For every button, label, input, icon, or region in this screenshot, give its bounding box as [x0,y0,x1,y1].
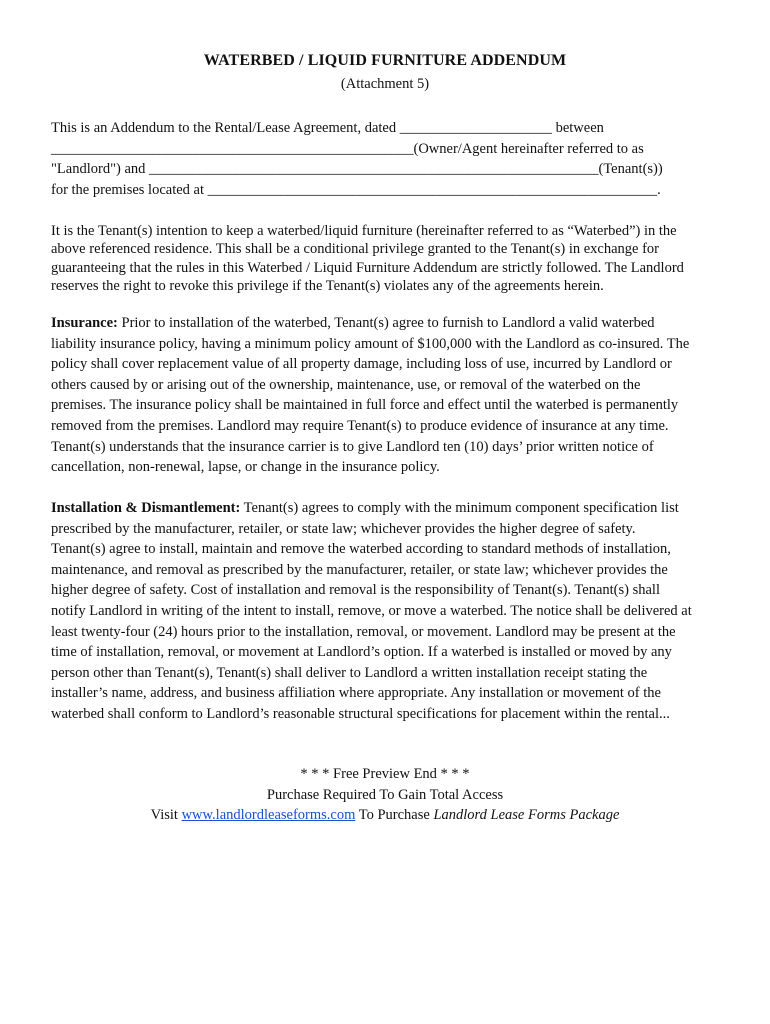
intent-line: It is the Tenant(s) intention to keep a waterbed/liquid furniture (hereinafter referred to as “Waterbed”) in the [51,223,677,239]
document-subtitle: (Attachment 5) [340,76,430,92]
installation-first-line [51,498,721,519]
installation-line: maintenance, and removal as prescribed by the manufacturer, retailer, or state law; whichever provides the [51,561,668,578]
insurance-line: removed from the premises. Landlord may require Tenant(s) to produce evidence of insurance at any time. [51,417,669,434]
installation-line: Tenant(s) agree to install, maintain and remove the waterbed according to standard methods of installation, [51,541,671,558]
insurance-section [51,313,721,478]
package-name: Landlord Lease Forms Package [433,807,620,823]
preview-end-text: * * * Free Preview End * * * [300,766,470,782]
insurance-line: premises. The insurance policy shall be maintained in full force and effect until the waterbed is permanently [51,397,679,414]
installation-line: installer’s name, address, and business affiliation where appropriate. Any installation or movement of the [51,685,661,702]
visit-middle: To Purchase [355,807,434,823]
insurance-line: liability insurance policy, having a minimum policy amount of $100,000 with the Landlord as co-insured. The [51,335,690,352]
visit-prefix: Visit [150,807,182,823]
purchase-required-text: Purchase Required To Gain Total Access [266,787,504,803]
installation-heading: Installation & Dismantlement: [51,500,241,516]
installation-line: notify Landlord in writing of the intent to install, remove, or move a waterbed. The notice shall be delivered at [51,602,692,619]
insurance-heading: Insurance: [51,315,118,331]
intent-paragraph [51,222,721,295]
insurance-line: policy shall cover replacement value of all property damage, including loss of use, incurred by Landlord or [51,356,672,373]
intent-line: above referenced residence. This shall be a conditional privilege granted to the Tenant(s) in exchange for [51,241,660,258]
installation-line: waterbed shall conform to Landlord’s reasonable structural specifications for placement within the rental... [51,705,670,722]
insurance-first-text: Prior to installation of the waterbed, Tenant(s) agree to furnish to Landlord a valid waterbed [117,315,655,331]
installation-first-text: Tenant(s) agrees to comply with the minimum component specification list [240,500,679,516]
landlord-lease-forms-link[interactable]: www.landlordleaseforms.com [181,807,356,823]
intent-line: guaranteeing that the rules in this Waterbed / Liquid Furniture Addendum are strictly followed. The Landlord [51,259,684,276]
installation-line: time of installation, removal, or movement at Landlord’s option. If a waterbed is installed or moved by any [51,644,672,661]
installation-line: higher degree of safety. Cost of installation and removal is the responsibility of Tenant(s). Tenant(s) shall [51,582,660,599]
insurance-line: Tenant(s) understands that the insurance carrier is to give Landlord ten (10) days’ prior written notice of [51,438,654,455]
insurance-line: cancellation, non-renewal, lapse, or change in the insurance policy. [51,459,440,476]
header-line-tenant: "Landlord") and ______________________________________________________________(Tenant(s)) [51,161,663,177]
installation-line: prescribed by the manufacturer, retailer, or state law; whichever provides the higher degree of safety. [51,520,636,537]
insurance-first-line [51,313,721,334]
installation-line: person other than Tenant(s), Tenant(s) shall deliver to Landlord a written installation receipt stating the [51,664,648,681]
document-title: WATERBED / LIQUID FURNITURE ADDENDUM [203,52,567,69]
insurance-line: others caused by or arising out of the ownership, maintenance, use, or removal of the waterbed on the [51,376,641,393]
header-line-premises: for the premises located at ______________________________________________________________. [51,182,661,198]
installation-section [51,498,721,725]
header-line-dated: This is an Addendum to the Rental/Lease Agreement, dated _____________________ between [51,120,604,136]
visit-line [0,807,770,824]
installation-line: least twenty-four (24) hours prior to the installation, removal, or movement. Landlord may be present at the [51,623,676,640]
header-line-owner: __________________________________________________(Owner/Agent hereinafter referred to as [51,141,644,157]
intent-line: reserves the right to revoke this privilege if the Tenant(s) violates any of the agreements herein. [51,277,604,294]
